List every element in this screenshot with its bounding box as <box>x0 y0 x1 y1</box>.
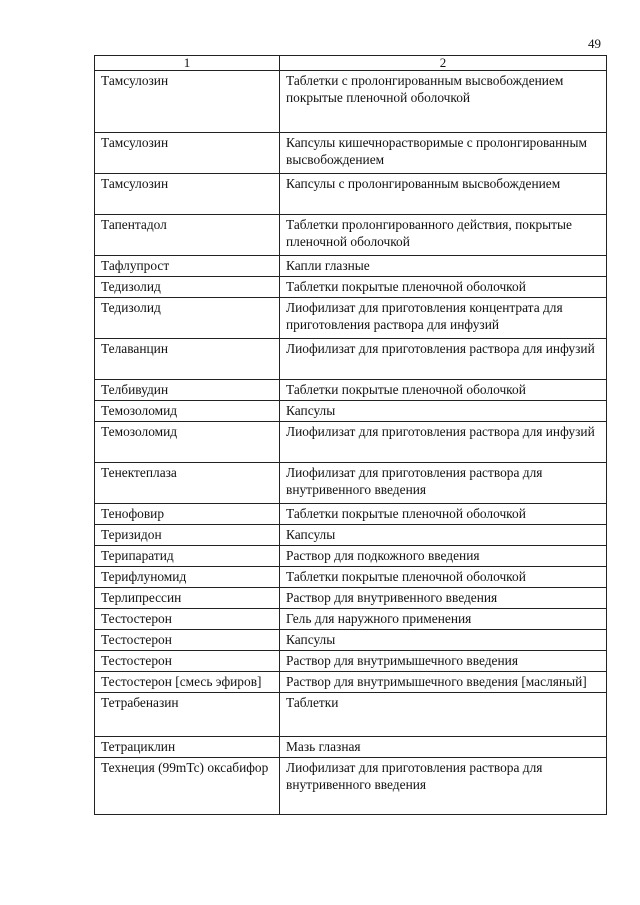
dosage-form: Раствор для внутримышечного введения <box>280 651 607 672</box>
dosage-form: Лиофилизат для приготовления раствора для инфузий <box>280 339 607 380</box>
table-row <box>95 298 607 339</box>
drug-name: Темозоломид <box>95 422 280 463</box>
table-row <box>95 133 607 174</box>
table-row <box>95 380 607 401</box>
drug-name: Тенектеплаза <box>95 463 280 504</box>
drug-name: Тестостерон <box>95 630 280 651</box>
drug-name: Темозоломид <box>95 401 280 422</box>
column-header-2: 2 <box>280 56 607 71</box>
drug-name: Терифлуномид <box>95 567 280 588</box>
table-row <box>95 339 607 380</box>
table-row <box>95 215 607 256</box>
dosage-form: Лиофилизат для приготовления раствора для внутривенного введения <box>280 463 607 504</box>
dosage-form: Капсулы <box>280 525 607 546</box>
dosage-form: Таблетки пролонгированного действия, покрытые пленочной оболочкой <box>280 215 607 256</box>
drug-name: Телбивудин <box>95 380 280 401</box>
dosage-form: Таблетки покрытые пленочной оболочкой <box>280 504 607 525</box>
dosage-form: Капсулы <box>280 630 607 651</box>
drug-name: Тамсулозин <box>95 174 280 215</box>
drug-name: Тестостерон [смесь эфиров] <box>95 672 280 693</box>
dosage-form: Капсулы <box>280 401 607 422</box>
table-row <box>95 693 607 737</box>
drug-name: Технеция (99mTc) оксабифор <box>95 758 280 815</box>
dosage-form: Лиофилизат для приготовления раствора для инфузий <box>280 422 607 463</box>
table-row <box>95 256 607 277</box>
drug-name: Телаванцин <box>95 339 280 380</box>
drug-name: Тафлупрост <box>95 256 280 277</box>
dosage-form: Лиофилизат для приготовления раствора для внутривенного введения <box>280 758 607 815</box>
drug-name: Тенофовир <box>95 504 280 525</box>
drug-table <box>94 55 607 815</box>
drug-name: Тестостерон <box>95 651 280 672</box>
drug-name: Тедизолид <box>95 298 280 339</box>
dosage-form: Раствор для внутривенного введения <box>280 588 607 609</box>
dosage-form: Мазь глазная <box>280 737 607 758</box>
table-row <box>95 525 607 546</box>
table-row <box>95 630 607 651</box>
dosage-form: Капли глазные <box>280 256 607 277</box>
dosage-form: Таблетки с пролонгированным высвобождением покрытые пленочной оболочкой <box>280 71 607 133</box>
drug-name: Тетрабеназин <box>95 693 280 737</box>
table-row <box>95 737 607 758</box>
dosage-form: Гель для наружного применения <box>280 609 607 630</box>
table-row <box>95 277 607 298</box>
drug-name: Теризидон <box>95 525 280 546</box>
dosage-form: Капсулы с пролонгированным высвобождением <box>280 174 607 215</box>
page-number: 49 <box>588 36 601 51</box>
dosage-form: Таблетки покрытые пленочной оболочкой <box>280 277 607 298</box>
drug-name: Тамсулозин <box>95 133 280 174</box>
drug-name: Тетрациклин <box>95 737 280 758</box>
dosage-form: Таблетки покрытые пленочной оболочкой <box>280 380 607 401</box>
column-header-1: 1 <box>95 56 280 71</box>
drug-name: Тамсулозин <box>95 71 280 133</box>
drug-name: Терипаратид <box>95 546 280 567</box>
dosage-form: Раствор для подкожного введения <box>280 546 607 567</box>
dosage-form: Лиофилизат для приготовления концентрата для приготовления раствора для инфузий <box>280 298 607 339</box>
table-row <box>95 651 607 672</box>
dosage-form: Раствор для внутримышечного введения [масляный] <box>280 672 607 693</box>
drug-name: Тестостерон <box>95 609 280 630</box>
table-row <box>95 422 607 463</box>
dosage-form: Таблетки <box>280 693 607 737</box>
table-row <box>95 401 607 422</box>
dosage-form: Таблетки покрытые пленочной оболочкой <box>280 567 607 588</box>
table-header-row <box>95 56 607 71</box>
table-row <box>95 758 607 815</box>
drug-name: Терлипрессин <box>95 588 280 609</box>
table-row <box>95 672 607 693</box>
dosage-form: Капсулы кишечнорастворимые с пролонгированным высвобождением <box>280 133 607 174</box>
table-row <box>95 567 607 588</box>
table-row <box>95 174 607 215</box>
table-row <box>95 609 607 630</box>
table-row <box>95 588 607 609</box>
table-row <box>95 71 607 133</box>
table-row <box>95 463 607 504</box>
table-row <box>95 504 607 525</box>
drug-name: Тапентадол <box>95 215 280 256</box>
table-row <box>95 546 607 567</box>
drug-name: Тедизолид <box>95 277 280 298</box>
